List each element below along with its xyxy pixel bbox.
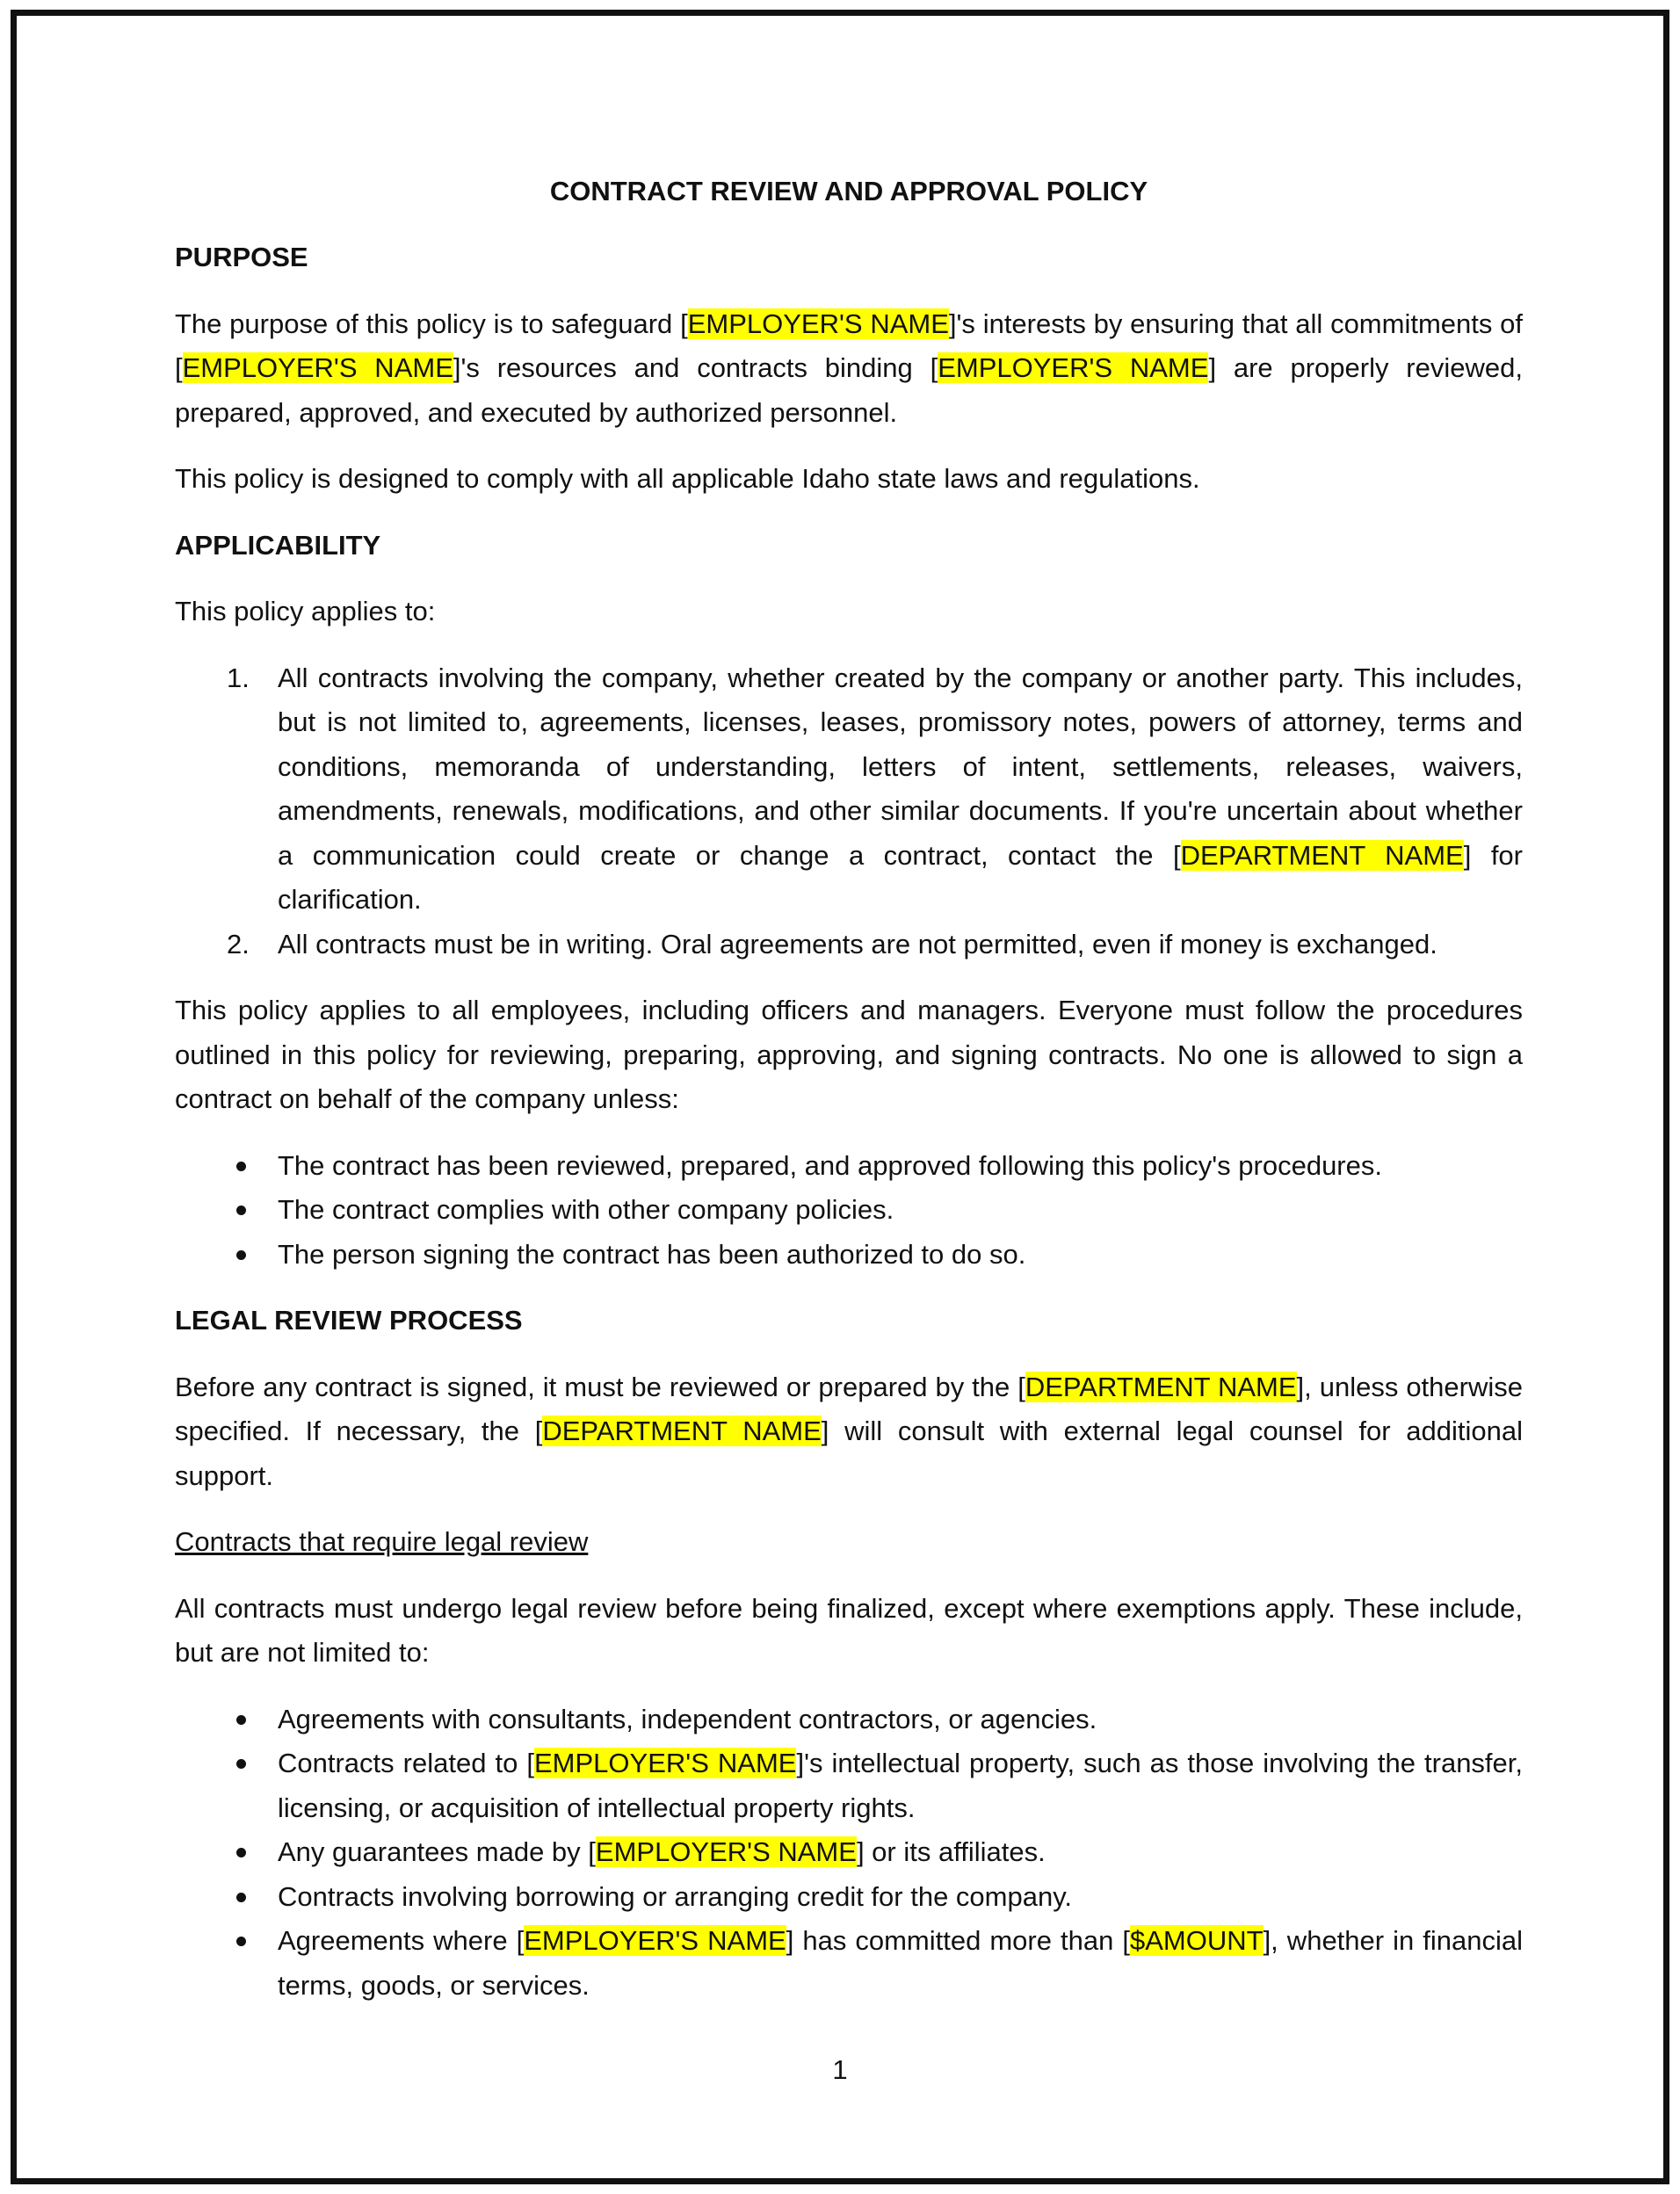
placeholder-employer-name: EMPLOYER'S NAME <box>182 352 453 383</box>
list-number: 1. <box>227 662 250 693</box>
list-item: Contracts related to [EMPLOYER'S NAME]'s intellectual property, such as those involving the transfer, licensing, or acquisition of intellectual property rights. <box>175 1741 1523 1830</box>
placeholder-amount: $AMOUNT <box>1129 1925 1264 1956</box>
bullet-icon <box>236 1162 246 1171</box>
list-item: 2. All contracts must be in writing. Oral agreements are not permitted, even if money is exchanged. <box>175 923 1523 967</box>
purpose-heading: PURPOSE <box>175 242 308 272</box>
purpose-paragraph: The purpose of this policy is to safeguard [EMPLOYER'S NAME]'s interests by ensuring that all commitments of [EMPLOYER'S NAME]'s resources and contracts binding [EMPLOYER'S NAME] are properly reviewed, prepared, approved, and executed by authorized personnel. <box>175 308 1523 428</box>
list-item: The person signing the contract has been authorized to do so. <box>175 1233 1523 1278</box>
exemptions-paragraph: All contracts must undergo legal review before being finalized, except where exemptions apply. These include, but are not limited to: <box>175 1592 1523 1668</box>
document-body <box>175 170 1523 2030</box>
bullet-icon <box>236 1250 246 1260</box>
bullet-icon <box>236 1893 246 1902</box>
placeholder-employer-name: EMPLOYER'S NAME <box>938 352 1209 383</box>
signing-conditions-list <box>175 1144 1523 1278</box>
applicability-numbered-list <box>175 656 1523 967</box>
list-item: The contract has been reviewed, prepared, and approved following this policy's procedures. <box>175 1144 1523 1189</box>
legal-review-paragraph: Before any contract is signed, it must be reviewed or prepared by the [DEPARTMENT NAME], unless otherwise specified. If necessary, the [DEPARTMENT NAME] will consult with external legal counsel for additional support. <box>175 1371 1523 1491</box>
bullet-icon <box>236 1937 246 1946</box>
list-item: Agreements where [EMPLOYER'S NAME] has committed more than [$AMOUNT], whether in financial terms, goods, or services. <box>175 1919 1523 2008</box>
exemptions-list <box>175 1698 1523 2009</box>
bullet-icon <box>236 1715 246 1725</box>
applicability-heading: APPLICABILITY <box>175 529 381 561</box>
list-item: The contract complies with other company policies. <box>175 1188 1523 1233</box>
bullet-icon <box>236 1206 246 1215</box>
page-number: 1 <box>832 2054 848 2085</box>
list-item: Any guarantees made by [EMPLOYER'S NAME] or its affiliates. <box>175 1830 1523 1875</box>
applicability-paragraph: This policy applies to all employees, including officers and managers. Everyone must follow the procedures outlined in this policy for reviewing, preparing, approving, and signing contracts. No one is allowed to sign a contract on behalf of the company unless: <box>175 995 1523 1114</box>
bullet-icon <box>236 1848 246 1857</box>
placeholder-department-name: DEPARTMENT NAME <box>542 1416 822 1446</box>
list-item: 1. All contracts involving the company, whether created by the company or another party. This includes, but is not limited to, agreements, licenses, leases, promissory notes, powers of attorney, terms and conditions, memoranda of understanding, letters of intent, settlements, releases, waivers, amendments, renewals, modifications, and other similar documents. If you're uncertain about whether a communication could create or change a contract, contact the [DEPARTMENT NAME] for clarification. <box>175 656 1523 923</box>
placeholder-employer-name: EMPLOYER'S NAME <box>534 1748 797 1778</box>
document-page <box>11 10 1669 2184</box>
list-number: 2. <box>227 928 250 959</box>
list-item: Contracts involving borrowing or arranging credit for the company. <box>175 1875 1523 1920</box>
placeholder-department-name: DEPARTMENT NAME <box>1025 1371 1297 1402</box>
applicability-intro: This policy applies to: <box>175 596 436 626</box>
legal-review-heading: LEGAL REVIEW PROCESS <box>175 1305 523 1336</box>
placeholder-employer-name: EMPLOYER'S NAME <box>687 308 949 339</box>
list-item: Agreements with consultants, independent contractors, or agencies. <box>175 1698 1523 1742</box>
document-title: CONTRACT REVIEW AND APPROVAL POLICY <box>549 176 1148 206</box>
legal-review-subheading: Contracts that require legal review <box>175 1526 589 1557</box>
placeholder-department-name: DEPARTMENT NAME <box>1180 839 1464 871</box>
placeholder-employer-name: EMPLOYER'S NAME <box>595 1836 857 1867</box>
bullet-icon <box>236 1759 246 1769</box>
compliance-paragraph: This policy is designed to comply with all applicable Idaho state laws and regulations. <box>175 463 1200 494</box>
placeholder-employer-name: EMPLOYER'S NAME <box>524 1925 786 1956</box>
